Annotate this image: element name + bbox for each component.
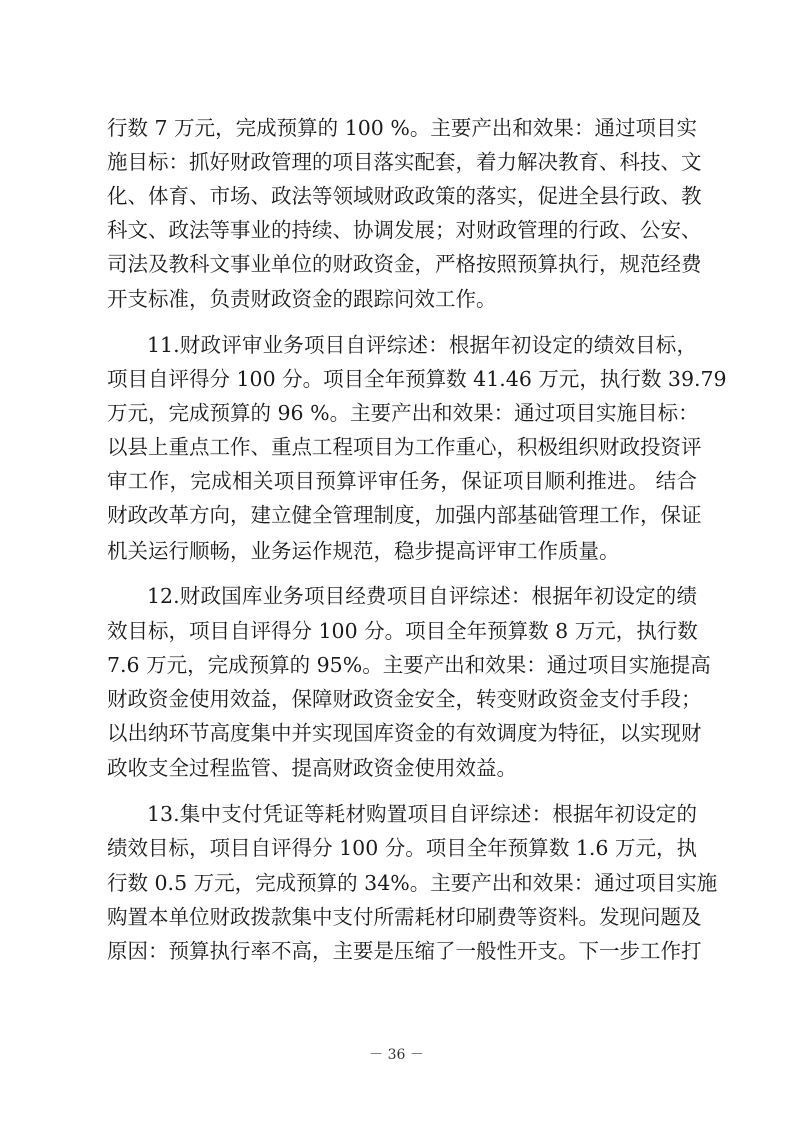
text-line: 行数 0.5 万元，完成预算的 34%。主要产出和效果：通过项目实施 — [107, 871, 718, 895]
text-line: 项目自评得分 100 分。项目全年预算数 41.46 万元，执行数 39.79 — [107, 367, 727, 391]
text-line: 财政改革方向，建立健全管理制度，加强内部基础管理工作，保证 — [107, 503, 702, 527]
text-line: 行数 7 万元，完成预算的 100 %。主要产出和效果：通过项目实 — [107, 116, 697, 140]
paragraph-13-first-line: 13.集中支付凭证等耗材购置项目自评综述：根据年初设定的 — [147, 802, 697, 826]
text-line: 审工作，完成相关项目预算评审任务，保证项目顺利推进。 结合 — [107, 469, 697, 493]
text-line: 万元，完成预算的 96 %。主要产出和效果：通过项目实施目标： — [107, 401, 699, 425]
text-line: 化、体育、市场、政法等领域财政政策的落实，促进全县行政、教 — [107, 184, 702, 208]
text-line: 施目标：抓好财政管理的项目落实配套，着力解决教育、科技、文 — [107, 150, 702, 174]
text-line: 财政资金使用效益，保障财政资金安全，转变财政资金支付手段； — [107, 687, 702, 711]
paragraph-12-first-line: 12.财政国库业务项目经费项目自评综述：根据年初设定的绩 — [147, 584, 697, 608]
page-number: － 36 － — [369, 1047, 424, 1063]
text-line: 机关运行顺畅，业务运作规范，稳步提高评审工作质量。 — [107, 539, 620, 563]
paragraph-11-first-line: 11.财政评审业务项目自评综述：根据年初设定的绩效目标， — [147, 333, 697, 357]
text-line: 原因：预算执行率不高，主要是压缩了一般性开支。下一步工作打 — [107, 939, 702, 963]
text-line: 购置本单位财政拨款集中支付所需耗材印刷费等资料。发现问题及 — [107, 905, 702, 929]
text-line: 效目标，项目自评得分 100 分。项目全年预算数 8 万元，执行数 — [107, 619, 698, 643]
text-line: 7.6 万元，完成预算的 95%。主要产出和效果：通过项目实施提高 — [107, 653, 711, 677]
text-line: 绩效目标，项目自评得分 100 分。项目全年预算数 1.6 万元，执 — [107, 836, 697, 860]
text-line: 以县上重点工作、重点工程项目为工作重心，积极组织财政投资评 — [107, 435, 702, 459]
text-line: 政收支全过程监管、提高财政资金使用效益。 — [107, 756, 517, 780]
text-line: 以出纳环节高度集中并实现国库资金的有效调度为特征，以实现财 — [107, 721, 702, 745]
text-line: 科文、政法等事业的持续、协调发展；对财政管理的行政、公安、 — [107, 218, 702, 242]
text-line: 司法及教科文事业单位的财政资金，严格按照预算执行，规范经费 — [107, 252, 702, 276]
text-line: 开支标准，负责财政资金的跟踪问效工作。 — [107, 287, 497, 311]
